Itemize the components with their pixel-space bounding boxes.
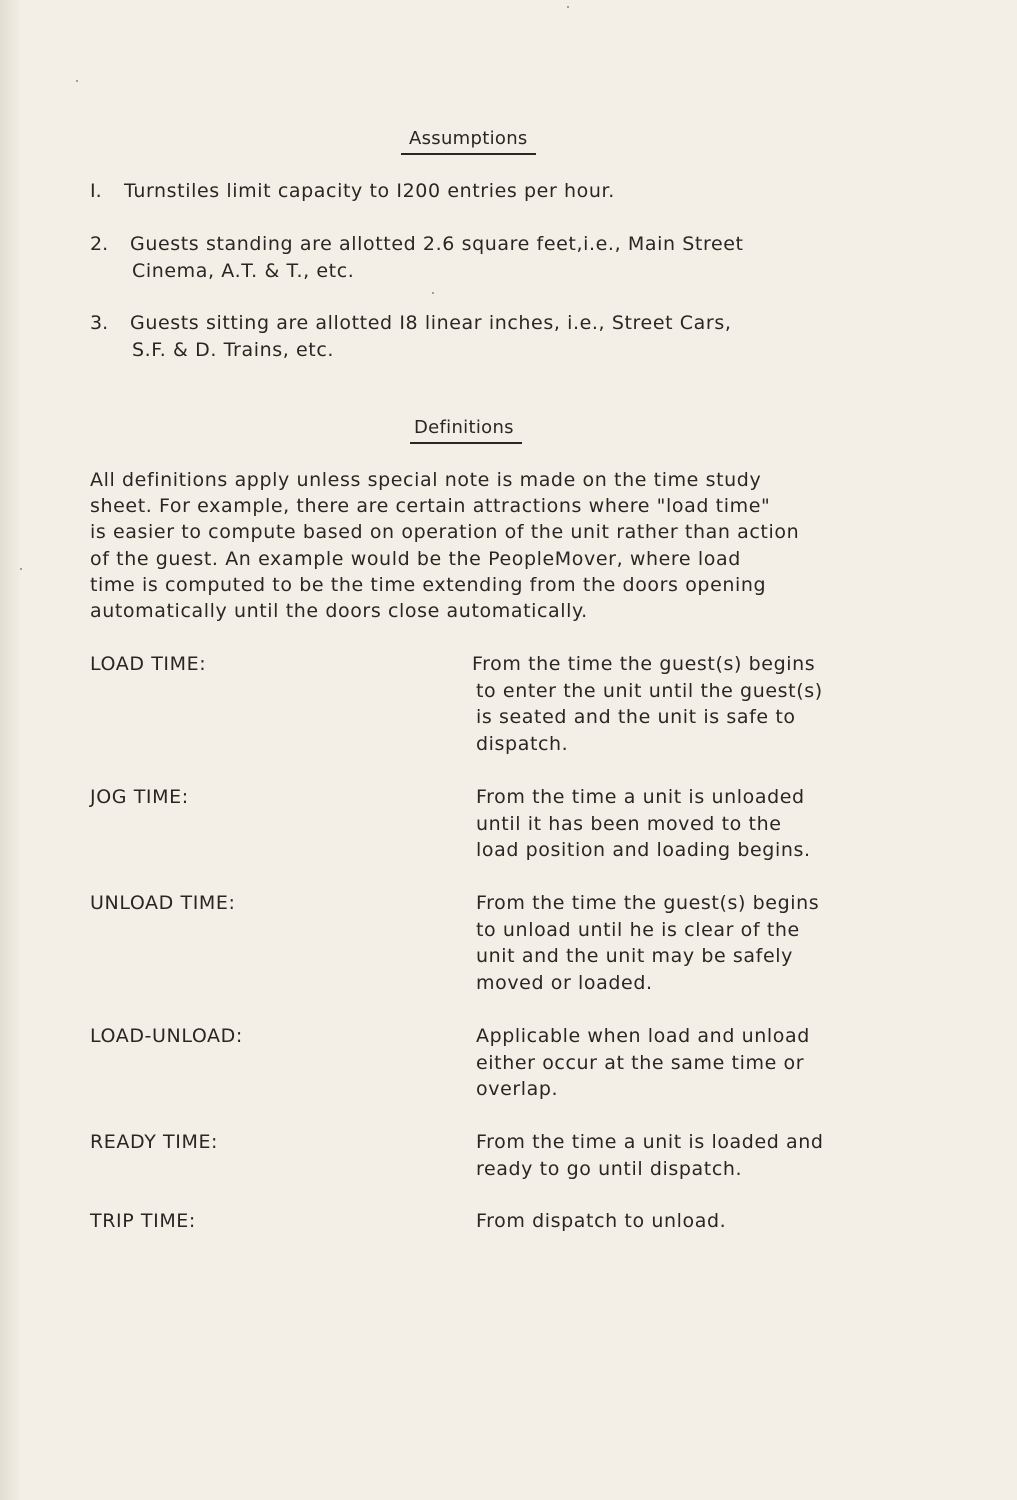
assumption-line: Guests sitting are allotted I8 linear inches, i.e., Street Cars, (130, 312, 732, 334)
definition-line: Applicable when load and unload (476, 1025, 810, 1047)
assumption-number: I. (90, 180, 102, 202)
assumption-line: Guests standing are allotted 2.6 square feet,i.e., Main Street (130, 233, 744, 255)
definition-line: From dispatch to unload. (476, 1210, 727, 1232)
paper-speck (76, 80, 78, 82)
definition-line: ready to go until dispatch. (476, 1157, 743, 1180)
definition-line: overlap. (476, 1078, 559, 1101)
definition-line: unit and the unit may be safely (476, 945, 793, 968)
definitions-heading-text: Definitions (414, 417, 514, 438)
definition-text (476, 1023, 810, 1103)
definition-text (476, 1208, 726, 1235)
intro-line: All definitions apply unless special note is made on the time study (90, 469, 762, 491)
paper-speck (432, 292, 434, 294)
page-edge-shadow (0, 0, 22, 1500)
definition-term: JOG TIME: (90, 786, 189, 808)
intro-line: is easier to compute based on operation of the unit rather than action (90, 521, 800, 543)
definition-line: is seated and the unit is safe to (476, 706, 796, 729)
definitions-heading (414, 417, 514, 438)
definition-line: From the time the guest(s) begins (476, 892, 820, 914)
assumptions-heading-underline (401, 153, 536, 155)
paper-speck (20, 568, 22, 570)
intro-line: sheet. For example, there are certain attractions where "load time" (90, 495, 771, 517)
assumption-line: S.F. & D. Trains, etc. (132, 339, 335, 361)
definition-text (476, 890, 819, 997)
definition-line: dispatch. (476, 733, 569, 756)
definitions-heading-underline (410, 442, 522, 444)
definition-line: From the time a unit is unloaded (476, 786, 805, 808)
definition-line: load position and loading begins. (476, 839, 811, 862)
definition-line: From the time a unit is loaded and (476, 1131, 824, 1153)
assumption-line: Cinema, A.T. & T., etc. (132, 260, 355, 282)
intro-line: of the guest. An example would be the PeopleMover, where load (90, 548, 741, 570)
definition-text (476, 784, 811, 864)
definition-line: moved or loaded. (476, 972, 653, 995)
intro-line: time is computed to be the time extending from the doors opening (90, 574, 767, 596)
definition-line: until it has been moved to the (476, 812, 782, 835)
paper-speck (567, 6, 569, 8)
definition-text (476, 1129, 824, 1182)
assumption-line: Turnstiles limit capacity to I200 entries per hour. (124, 180, 615, 202)
definition-term: UNLOAD TIME: (90, 892, 236, 914)
definition-line: to unload until he is clear of the (476, 918, 800, 941)
assumptions-heading (409, 128, 528, 149)
definition-line: to enter the unit until the guest(s) (476, 679, 823, 702)
definition-line: either occur at the same time or (476, 1051, 805, 1074)
assumptions-heading-text: Assumptions (409, 128, 528, 149)
intro-line: automatically until the doors close automatically. (90, 600, 588, 622)
definition-term: READY TIME: (90, 1131, 219, 1153)
definition-term: LOAD-UNLOAD: (90, 1025, 243, 1047)
definition-term: TRIP TIME: (90, 1210, 196, 1232)
definition-line: From the time the guest(s) begins (472, 653, 816, 675)
definition-text (472, 651, 823, 758)
definition-term: LOAD TIME: (90, 653, 207, 675)
assumption-number: 3. (90, 312, 109, 334)
assumption-number: 2. (90, 233, 109, 255)
